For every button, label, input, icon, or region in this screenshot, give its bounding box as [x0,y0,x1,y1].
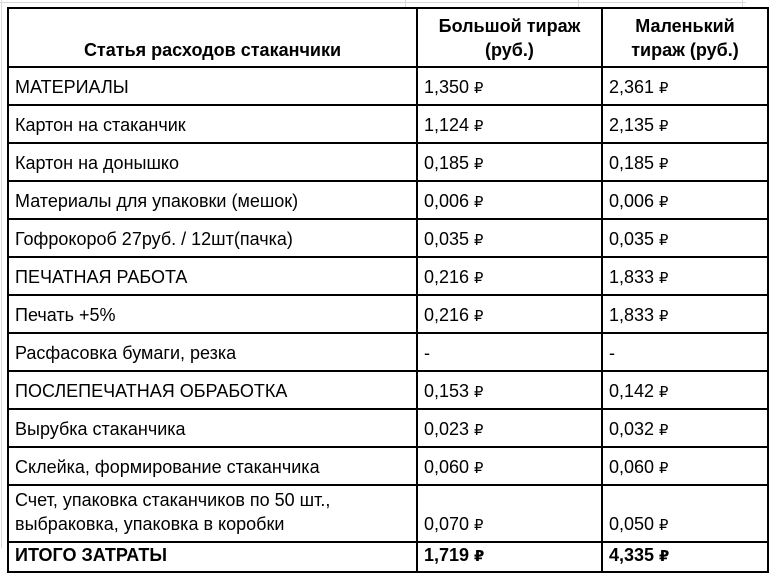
table-row [8,295,768,333]
amount-text: 0,142 [609,380,655,401]
amount-text: 1,719 [424,544,470,565]
big-run-value-cell[interactable] [417,219,602,257]
cost-table [7,7,769,573]
amount-text: 0,035 [424,228,470,249]
gridline-horizontal-top [0,2,746,3]
amount-text: - [609,342,615,363]
amount-text: 1,124 [424,114,470,135]
ruble-sign: ₽ [659,232,669,249]
expense-item-cell[interactable]: МАТЕРИАЛЫ [8,67,417,105]
amount-text: 2,361 [609,76,655,97]
big-run-value-cell[interactable] [417,542,602,572]
cost-table-header [8,8,768,67]
expense-item-cell[interactable]: Расфасовка бумаги, резка [8,333,417,371]
expense-item-cell[interactable]: Гофрокороб 27руб. / 12шт(пачка) [8,219,417,257]
big-run-value-cell[interactable] [417,485,602,542]
ruble-sign: ₽ [659,308,669,325]
ruble-sign: ₽ [474,156,484,173]
table-row [8,257,768,295]
table-row [8,485,768,542]
small-run-value-cell[interactable] [602,219,768,257]
big-run-value-cell[interactable] [417,447,602,485]
expense-item-cell[interactable]: ПЕЧАТНАЯ РАБОТА [8,257,417,295]
big-run-value-cell[interactable] [417,181,602,219]
amount-text: 0,006 [424,190,470,211]
table-row [8,143,768,181]
small-run-value-cell[interactable] [602,105,768,143]
amount-text: 0,050 [609,513,655,534]
amount-text: 0,216 [424,304,470,325]
table-row [8,371,768,409]
ruble-sign: ₽ [659,460,669,477]
amount-text: 0,060 [609,456,655,477]
column-header-big-run[interactable]: Большой тираж (руб.) [417,8,602,67]
amount-text: 0,032 [609,418,655,439]
expense-item-cell[interactable]: Склейка, формирование стаканчика [8,447,417,485]
ruble-sign: ₽ [474,194,484,211]
expense-item-cell[interactable]: Материалы для упаковки (мешок) [8,181,417,219]
gridline-vertical-left [1,0,2,548]
amount-text: 0,060 [424,456,470,477]
ruble-sign: ₽ [474,80,484,97]
column-header-small-run[interactable]: Маленький тираж (руб.) [602,8,768,67]
big-run-value-cell[interactable] [417,295,602,333]
big-run-value-cell[interactable] [417,67,602,105]
ruble-sign: ₽ [474,308,484,325]
small-run-value-cell[interactable] [602,542,768,572]
big-run-value-cell[interactable] [417,371,602,409]
amount-text: 1,350 [424,76,470,97]
ruble-sign: ₽ [659,270,669,287]
amount-text: 0,216 [424,266,470,287]
amount-text: 0,153 [424,380,470,401]
small-run-value-cell[interactable] [602,485,768,542]
big-run-value-cell[interactable] [417,257,602,295]
amount-text: 0,035 [609,228,655,249]
cost-table-body [8,67,768,572]
expense-item-cell[interactable]: Печать +5% [8,295,417,333]
table-row [8,447,768,485]
expense-item-cell[interactable]: Картон на донышко [8,143,417,181]
small-run-value-cell[interactable] [602,67,768,105]
small-run-value-cell[interactable] [602,447,768,485]
small-run-value-cell[interactable] [602,409,768,447]
small-run-value-cell[interactable] [602,181,768,219]
ruble-sign: ₽ [474,232,484,249]
expense-item-cell[interactable]: Счет, упаковка стаканчиков по 50 шт., выбраковка, упаковка в коробки [8,485,417,542]
ruble-sign: ₽ [474,517,484,534]
ruble-sign: ₽ [659,422,669,439]
big-run-value-cell[interactable] [417,143,602,181]
small-run-value-cell[interactable] [602,295,768,333]
amount-text: 0,185 [424,152,470,173]
ruble-sign: ₽ [659,517,669,534]
small-run-value-cell[interactable] [602,143,768,181]
ruble-sign: ₽ [659,156,669,173]
expense-item-cell[interactable]: ПОСЛЕПЕЧАТНАЯ ОБРАБОТКА [8,371,417,409]
table-row [8,67,768,105]
ruble-sign: ₽ [659,384,669,401]
expense-item-cell[interactable]: Картон на стаканчик [8,105,417,143]
amount-text: 1,833 [609,304,655,325]
ruble-sign: ₽ [474,270,484,287]
amount-text: 0,023 [424,418,470,439]
ruble-sign: ₽ [659,194,669,211]
amount-text: 2,135 [609,114,655,135]
small-run-value-cell[interactable] [602,371,768,409]
big-run-value-cell[interactable] [417,333,602,371]
small-run-value-cell[interactable] [602,333,768,371]
amount-text: 0,006 [609,190,655,211]
small-run-value-cell[interactable] [602,257,768,295]
table-row [8,542,768,572]
column-header-expense-item[interactable]: Статья расходов стаканчики [8,8,417,67]
ruble-sign: ₽ [474,384,484,401]
amount-text: - [424,342,430,363]
ruble-sign: ₽ [474,548,485,565]
table-row [8,219,768,257]
ruble-sign: ₽ [474,422,484,439]
amount-text: 4,335 [609,544,655,565]
table-row [8,105,768,143]
ruble-sign: ₽ [659,80,669,97]
expense-item-cell[interactable]: Вырубка стаканчика [8,409,417,447]
amount-text: 0,185 [609,152,655,173]
table-row [8,181,768,219]
header-row [8,8,768,67]
ruble-sign: ₽ [659,118,669,135]
ruble-sign: ₽ [474,460,484,477]
table-row [8,409,768,447]
big-run-value-cell[interactable] [417,105,602,143]
amount-text: 0,070 [424,513,470,534]
table-row [8,333,768,371]
amount-text: 1,833 [609,266,655,287]
big-run-value-cell[interactable] [417,409,602,447]
expense-item-cell[interactable]: ИТОГО ЗАТРАТЫ [8,542,417,572]
ruble-sign: ₽ [659,548,670,565]
ruble-sign: ₽ [474,118,484,135]
